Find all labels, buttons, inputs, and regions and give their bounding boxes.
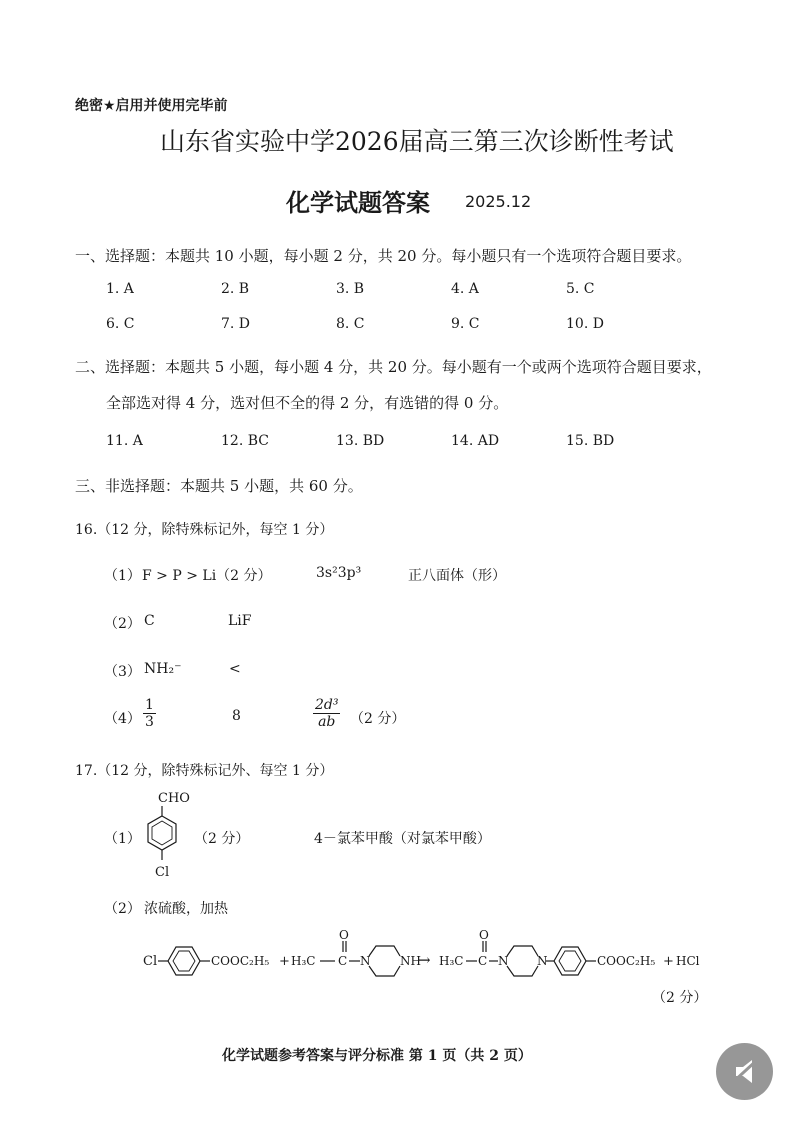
- answer-2: 2. B: [221, 281, 250, 297]
- section2-title: 二、选择题：本题共 5 小题，每小题 4 分，共 20 分。每小题有一个或两个选项符合题目要求，: [75, 358, 712, 376]
- structure-cho: CHO: [158, 791, 190, 806]
- eq-score: （2 分）: [652, 990, 708, 1006]
- chlorobenzaldehyde-structure: [140, 788, 200, 883]
- answer-11: 11. A: [106, 433, 143, 449]
- answer-3: 3. B: [336, 281, 365, 297]
- eq-h3c2: H₃C: [439, 954, 464, 968]
- answer-6: 6. C: [106, 316, 135, 332]
- doc-date: 2025.12: [465, 192, 532, 211]
- q17-p1-name: 4－氯苯甲酸（对氯苯甲酸）: [314, 831, 491, 847]
- section1-title: 一、选择题：本题共 10 小题，每小题 2 分，共 20 分。每小题只有一个选项符合题目要求。: [75, 247, 692, 265]
- eq-plus1: +: [279, 954, 290, 969]
- eq-ester2: COOC₂H₅: [597, 954, 656, 968]
- fraction2-numerator: 2d³: [315, 697, 339, 713]
- q16-p1-label: （1）: [104, 568, 141, 584]
- q17-p2-answer1: 浓硫酸，加热: [144, 901, 228, 917]
- answer-7: 7. D: [221, 316, 251, 332]
- answer-1: 1. A: [106, 281, 134, 297]
- eq-nh: NH: [400, 954, 421, 968]
- section2-title-line2: 全部选对得 4 分，选对但不全的得 2 分，有选错的得 0 分。: [106, 394, 509, 412]
- q16-p2-label: （2）: [104, 616, 141, 632]
- answer-9: 9. C: [451, 316, 480, 332]
- eq-arrow: →: [418, 951, 431, 969]
- q16-p4-answer2: 8: [232, 708, 241, 724]
- q16-p1-answer1: F > P > Li（2 分）: [142, 568, 272, 584]
- fraction-denominator: 3: [145, 714, 154, 730]
- fraction-numerator: 1: [145, 697, 154, 713]
- q17-heading: 17.（12 分，除特殊标记外、每空 1 分）: [75, 763, 334, 779]
- q16-p4-label: （4）: [104, 711, 141, 727]
- q16-p4-fraction2: [313, 697, 340, 730]
- eq-c2: C: [478, 954, 488, 968]
- eq-cl: Cl: [143, 954, 158, 969]
- q16-p2-answer1: C: [144, 613, 155, 629]
- eq-o1: O: [339, 928, 349, 942]
- answer-15: 15. BD: [566, 433, 615, 449]
- q16-p2-answer2: LiF: [228, 613, 252, 629]
- doc-title: 化学试题答案: [286, 189, 430, 217]
- answer-10: 10. D: [566, 316, 604, 332]
- q17-p2-label: （2）: [104, 901, 141, 917]
- eq-ester1: COOC₂H₅: [211, 954, 270, 968]
- reaction-equation: [140, 928, 720, 983]
- answer-14: 14. AD: [451, 433, 500, 449]
- q16-p1-answer3: 正八面体（形）: [408, 568, 506, 584]
- q17-p1-score: （2 分）: [194, 831, 250, 847]
- eq-n1: N: [360, 954, 371, 968]
- page-footer: 化学试题参考答案与评分标准 第 1 页（共 2 页）: [222, 1048, 532, 1064]
- q16-p1-answer2: 3s²3p³: [316, 565, 362, 581]
- answer-5: 5. C: [566, 281, 595, 297]
- eq-o2: O: [479, 928, 489, 942]
- q16-p3-answer1: NH₂⁻: [144, 661, 182, 677]
- structure-cl: Cl: [155, 865, 170, 880]
- secret-label: 绝密★启用并使用完毕前: [75, 98, 228, 114]
- fraction2-denominator: ab: [318, 714, 336, 730]
- q16-p4-fraction: [143, 697, 156, 730]
- eq-n2: N: [498, 954, 509, 968]
- q16-p3-answer2: <: [229, 661, 241, 677]
- q17-p1-label: （1）: [104, 831, 141, 847]
- section3-title: 三、非选择题：本题共 5 小题，共 60 分。: [75, 477, 363, 495]
- eq-plus2: +: [663, 954, 674, 969]
- eq-h3c1: H₃C: [291, 954, 316, 968]
- answer-8: 8. C: [336, 316, 365, 332]
- speaker-icon: [716, 1043, 773, 1100]
- eq-hcl: HCl: [676, 954, 700, 968]
- eq-c1: C: [338, 954, 348, 968]
- q16-p3-label: （3）: [104, 664, 141, 680]
- answer-13: 13. BD: [336, 433, 385, 449]
- q16-heading: 16.（12 分，除特殊标记外，每空 1 分）: [75, 522, 334, 538]
- school-title: 山东省实验中学2026届高三第三次诊断性考试: [160, 127, 674, 156]
- answer-12: 12. BC: [221, 433, 269, 449]
- q16-p4-score: （2 分）: [350, 711, 406, 727]
- floating-audio-button[interactable]: [716, 1043, 773, 1100]
- answer-4: 4. A: [451, 281, 479, 297]
- eq-n3: N: [537, 954, 548, 968]
